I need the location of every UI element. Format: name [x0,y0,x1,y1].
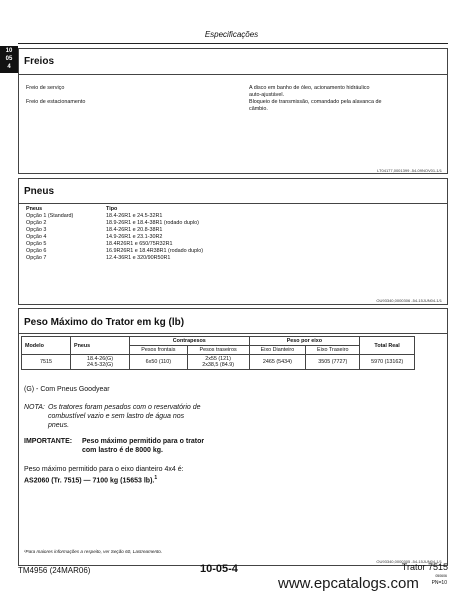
footer-code1: 050606 [435,574,447,578]
max-eixo-block [24,465,344,485]
peso-ref: OU93340,0000305 -54-15JUN04-1/1 [376,559,442,564]
total-header: Total Real [360,337,415,355]
pneus-row: Opção 1 (Standard) 18.4-26R1 e 24.5-32R1 [26,213,163,219]
cell-modelo: 7515 [22,355,71,370]
nota-block: NOTA: Os tratores foram pesados com o reservatório de combustível vazio e sem lastro de água nos pneus. [24,404,201,429]
eixo-traseiro-header: Eixo Traseiro [306,346,360,355]
section-tab-line3: 4 [7,64,11,70]
freios-title: Freios [24,56,55,67]
pneus-table [26,206,326,262]
pneus-row: Opção 3 18.4-26R1 e 20.8-38R1 [26,227,163,233]
section-tab-line1: 10 [5,48,13,54]
peso-eixo-header: Peso por eixo [249,337,360,346]
pesos-frontais-header: Pesos frontais [130,346,188,355]
modelo-header: Modelo [22,337,71,355]
pesos-traseiros-header: Pesos traseiros [187,346,249,355]
importante-label: IMPORTANTE: [24,438,73,445]
footer-center: 10-05-4 [200,563,238,575]
pneus-row: Opção 6 16.9R26R1 e 18.4R38R1 (rodado duplo) [26,248,204,254]
pneus-header-row [26,206,326,213]
header-rule [18,43,448,44]
eixo-dianteiro-header: Eixo Dianteiro [249,346,306,355]
nota-label: NOTA: [24,404,45,411]
goodyear-note: (G) - Com Pneus Goodyear [24,386,110,393]
importante-block: IMPORTANTE: Peso máximo permitido para o trator com lastro é de 8000 kg. [24,438,205,454]
tipo-col-header: Tipo [106,206,118,212]
footer-code2: PN=10 [431,580,447,586]
freios-ref: LT04177,0001399 -54-09NOV01-1/1 [377,168,442,173]
cell-total: 5970 (13162) [360,355,415,370]
freios-box [18,48,448,174]
section-tab-line2: 05 [5,56,13,62]
freios-row-1-value: A disco em banho de óleo, acionamento hidráulico auto-ajustável. [249,85,370,98]
cell-pneus: 18.4-26(G) 24.5-32(G) [71,355,130,370]
pneus-title: Pneus [24,186,55,197]
pneus-col-header: Pneus [26,206,43,212]
peso-box [18,308,448,566]
contrapesos-header: Contrapesos [130,337,250,346]
max-eixo-line1: Peso máximo permitido para o eixo dianteiro 4x4 é: [24,466,184,473]
freios-title-rule [19,74,447,75]
pneus-ref: OU93340,0000306 -54-15JUN04-1/1 [376,298,442,303]
pneus-box [18,178,448,305]
peso-table [21,336,415,370]
footer-right: Trator 7515 [401,562,448,572]
peso-title: Peso Máximo do Trator em kg (lb) [24,317,185,328]
peso-header-row [22,337,415,346]
pneus-row: Opção 5 18.4R26R1 e 650/75R32R1 [26,241,173,247]
pneus-row: Opção 4 14.9-26R1 e 23.1-30R2 [26,234,163,240]
footnote: ¹Para maiores informações a respeito, ver Seção 60, Lastreamento. [24,549,163,554]
section-tab [0,46,18,73]
freios-row-1-label: Freio de serviço [26,85,65,91]
cell-frontais: 6x50 (110) [130,355,188,370]
page-header-title: Especificações [204,30,259,39]
pneus-title-rule [19,203,447,204]
cell-dianteiro: 2465 (5434) [249,355,306,370]
pneus-header: Pneus [71,337,130,355]
freios-row-2-label: Freio de estacionamento [26,99,86,105]
footer-left: TM4956 (24MAR06) [18,566,91,575]
max-eixo-line2: AS2060 (Tr. 7515) — 7100 kg (15653 lb).$^1$ [24,475,158,485]
pneus-row: Opção 2 18.9-26R1 e 18.4-38R1 (rodado duplo) [26,220,199,226]
peso-data-row [22,355,415,370]
cell-traseiros: 2x55 (121) 2x38,5 (84.9) [187,355,249,370]
cell-traseiro: 3505 (7727) [306,355,360,370]
pneus-row: Opção 7 12.4-36R1 e 320/90R50R1 [26,255,171,261]
freios-row-2-value: Bloqueio de transmissão, comandado pela alavanca de câmbio. [249,99,382,112]
peso-title-rule [19,333,447,334]
watermark-text: www.epcatalogs.com [278,575,419,592]
